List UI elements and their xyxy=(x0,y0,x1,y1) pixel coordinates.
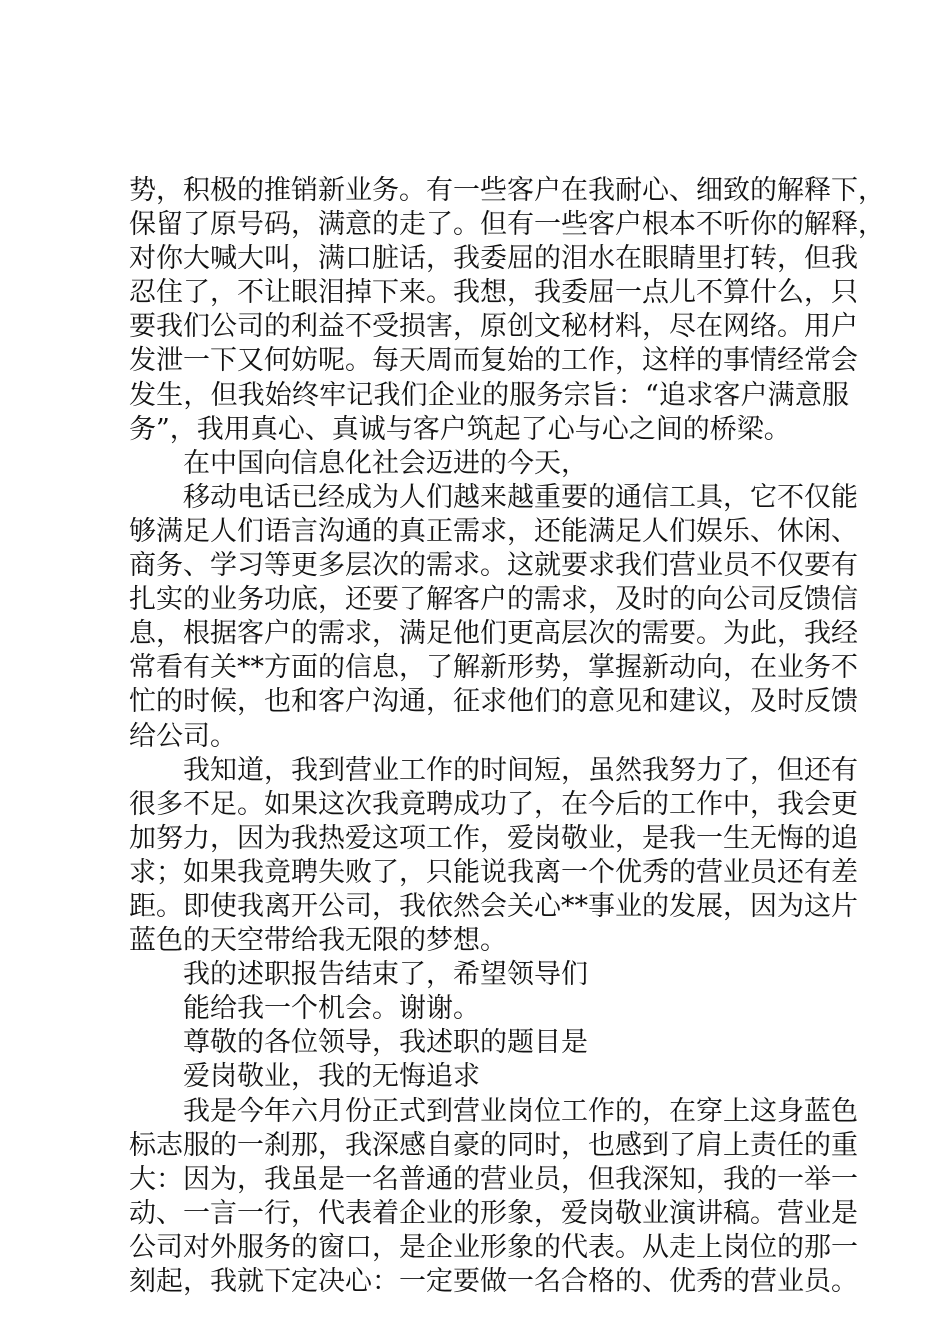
text-line: 距。即使我离开公司，我依然会关心**事业的发展，因为这片 xyxy=(129,890,858,922)
text-line: 常看有关**方面的信息，了解新形势，掌握新动向，在业务不 xyxy=(129,652,858,684)
text-line: 势，积极的推销新业务。有一些客户在我耐心、细致的解释下， xyxy=(129,175,885,206)
text-line: 求；如果我竟聘失败了，只能说我离一个优秀的营业员还有差 xyxy=(129,856,858,888)
text-line: 移动电话已经成为人们越来越重要的通信工具，它不仅能 xyxy=(183,481,858,513)
text-line: 动、一言一行，代表着企业的形象，爱岗敬业演讲稿。营业是 xyxy=(129,1197,858,1229)
text-line: 我知道，我到营业工作的时间短，虽然我努力了，但还有 xyxy=(183,754,858,786)
text-line: 标志服的一刹那，我深感自豪的同时，也感到了肩上责任的重 xyxy=(129,1129,858,1161)
text-line: 息，根据客户的需求，满足他们更高层次的需要。为此，我经 xyxy=(129,618,858,650)
text-line: 在中国向信息化社会迈进的今天， xyxy=(183,447,588,479)
text-line: 刻起，我就下定决心：一定要做一名合格的、优秀的营业员。 xyxy=(129,1266,858,1297)
document-body-text xyxy=(129,174,885,1299)
text-line: 很多不足。如果这次我竟聘成功了，在今后的工作中，我会更 xyxy=(129,788,858,820)
text-line: 大：因为，我虽是一名普通的营业员，但我深知，我的一举一 xyxy=(129,1163,858,1195)
text-line: 我是今年六月份正式到营业岗位工作的，在穿上这身蓝色 xyxy=(183,1095,858,1127)
text-line: 对你大喊大叫，满口脏话，我委屈的泪水在眼睛里打转，但我 xyxy=(129,243,858,275)
text-line: 忍住了，不让眼泪掉下来。我想，我委屈一点儿不算什么，只 xyxy=(129,277,858,309)
text-line: 保留了原号码，满意的走了。但有一些客户根本不听你的解释， xyxy=(129,209,885,241)
text-line: 发生，但我始终牢记我们企业的服务宗旨：“追求客户满意服 xyxy=(129,379,849,411)
text-line: 我的述职报告结束了，希望领导们 xyxy=(183,959,588,991)
text-line: 给公司。 xyxy=(129,720,237,752)
text-line: 能给我一个机会。谢谢。 xyxy=(183,993,480,1025)
text-line: 加努力，因为我热爱这项工作，爱岗敬业，是我一生无悔的追 xyxy=(129,822,858,854)
text-line: 公司对外服务的窗口，是企业形象的代表。从走上岗位的那一 xyxy=(129,1231,858,1263)
text-line: 扎实的业务功底，还要了解客户的需求，及时的向公司反馈信 xyxy=(129,584,858,616)
text-line: 要我们公司的利益不受损害，原创文秘材料，尽在网络。用户 xyxy=(129,311,858,343)
text-line: 忙的时候，也和客户沟通，征求他们的意见和建议，及时反馈 xyxy=(129,686,858,718)
text-line: 尊敬的各位领导，我述职的题目是 xyxy=(183,1027,588,1059)
text-line: 务”，我用真心、真诚与客户筑起了心与心之间的桥梁。 xyxy=(129,413,791,445)
text-line: 够满足人们语言沟通的真正需求，还能满足人们娱乐、休闲、 xyxy=(129,515,858,547)
text-line: 爱岗敬业，我的无悔追求 xyxy=(183,1061,480,1093)
text-line: 商务、学习等更多层次的需求。这就要求我们营业员不仅要有 xyxy=(129,550,858,582)
text-line: 蓝色的天空带给我无限的梦想。 xyxy=(129,925,507,957)
text-line: 发泄一下又何妨呢。每天周而复始的工作，这样的事情经常会 xyxy=(129,345,858,377)
